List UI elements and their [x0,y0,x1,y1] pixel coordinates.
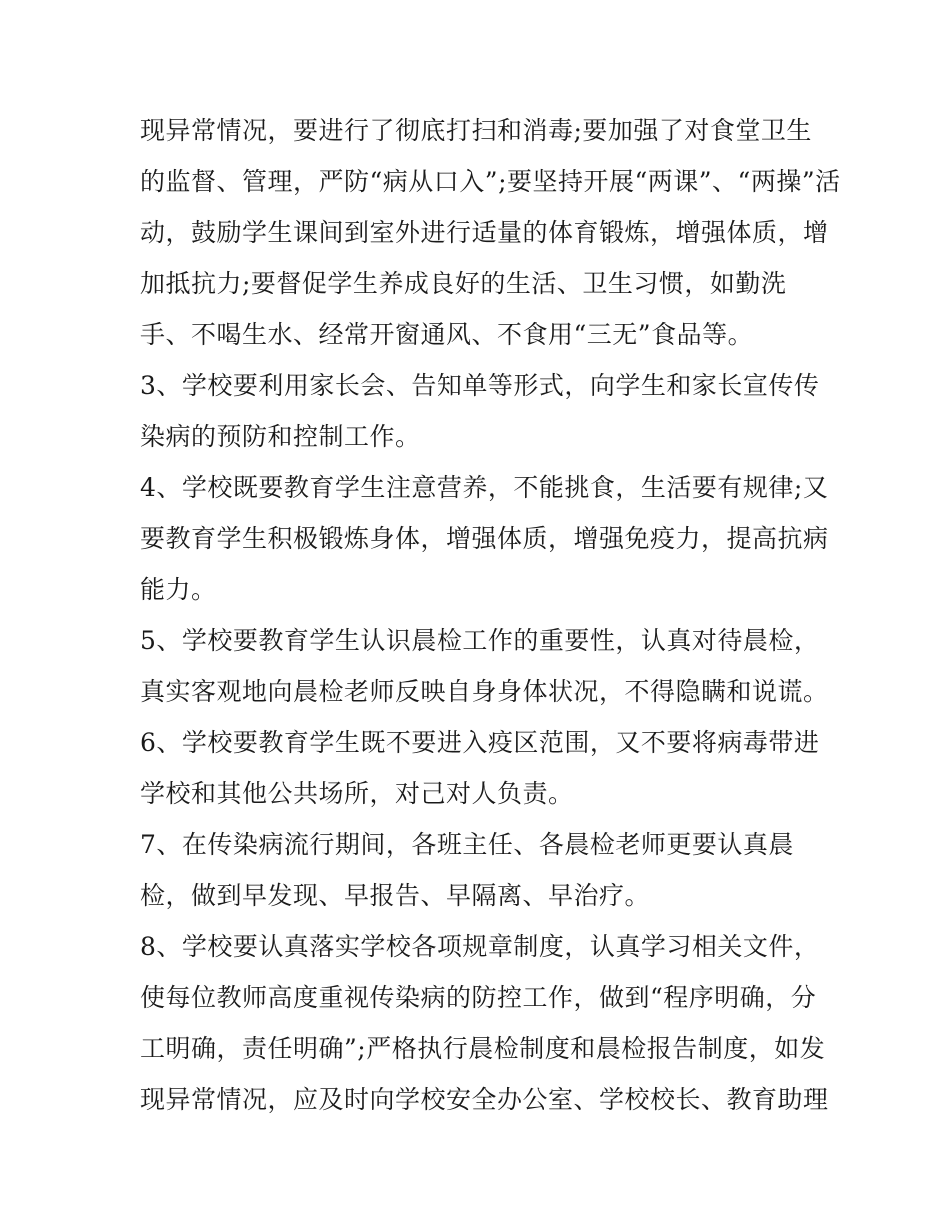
text-line: 加抵抗力;要督促学生养成良好的生活、卫生习惯，如勤洗 [140,269,787,298]
text-line: 真实客观地向晨检老师反映自身身体状况，不得隐瞒和说谎。 [140,677,829,706]
text-line: 动，鼓励学生课间到室外进行适量的体育锻炼，增强体质，增 [140,218,829,247]
text-line: 6、学校要教育学生既不要进入疫区范围，又不要将病毒带进 [140,728,820,757]
text-line: 要教育学生积极锻炼身体，增强体质，增强免疫力，提高抗病 [140,524,829,553]
text-line: 检，做到早发现、早报告、早隔离、早治疗。 [140,881,651,910]
text-line: 染病的预防和控制工作。 [140,422,421,451]
text-line: 7、在传染病流行期间，各班主任、各晨检老师更要认真晨 [140,830,794,859]
text-line: 手、不喝生水、经常开窗通风、不食用“三无”食品等。 [140,320,754,349]
text-line: 8、学校要认真落实学校各项规章制度，认真学习相关文件， [140,932,820,961]
text-line: 工明确，责任明确”;严格执行晨检制度和晨检报告制度，如发 [140,1034,826,1063]
text-line: 现异常情况，要进行了彻底打扫和消毒;要加强了对食堂卫生 [140,116,812,145]
text-line: 能力。 [140,575,217,604]
text-line: 3、学校要利用家长会、告知单等形式，向学生和家长宣传传 [140,371,820,400]
text-line: 5、学校要教育学生认识晨检工作的重要性，认真对待晨检， [140,626,820,655]
text-line: 使每位教师高度重视传染病的防控工作，做到“程序明确，分 [140,983,817,1012]
text-line: 4、学校既要教育学生注意营养，不能挑食，生活要有规律;又 [140,473,829,502]
text-line: 学校和其他公共场所，对己对人负责。 [140,779,574,808]
text-line: 的监督、管理，严防“病从口入”;要坚持开展“两课”、“两操”活 [140,167,841,196]
document-body [140,105,841,1125]
text-line: 现异常情况，应及时向学校安全办公室、学校校长、教育助理 [140,1085,829,1114]
